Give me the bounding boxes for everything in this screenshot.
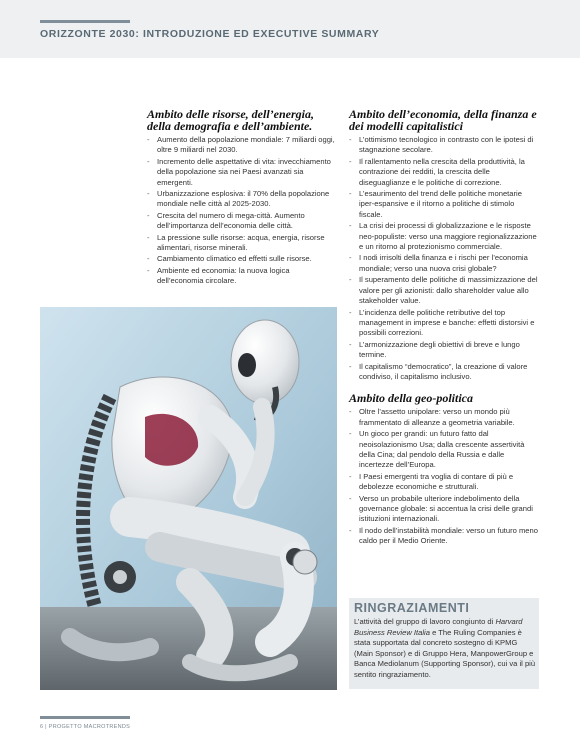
list-item: - Ambiente ed economia: la nuova logica dell’economia circolare. xyxy=(147,266,337,287)
list-item: - Crescita del numero di mega-città. Aumento dell’importanza dell’economia delle città. xyxy=(147,211,337,232)
list-item: - L’esaurimento del trend delle politiche monetarie iper-espansive e il ritorno a politiche di stimolo fiscale. xyxy=(349,189,539,220)
acknowledgements-text-start: L’attività del gruppo di lavoro congiunto di xyxy=(354,617,496,626)
left-column xyxy=(147,108,337,288)
page-header-title: ORIZZONTE 2030: INTRODUZIONE ED EXECUTIVE SUMMARY xyxy=(40,28,380,40)
list-item: - I nodi irrisolti della finanza e i rischi per l’economia mondiale; verso una nuova crisi globale? xyxy=(349,253,539,274)
resources-list xyxy=(147,135,337,287)
list-item: - I Paesi emergenti tra voglia di contare di più e debolezze economiche e strutturali. xyxy=(349,472,539,493)
list-item: - L’armonizzazione degli obiettivi di breve e lungo termine. xyxy=(349,340,539,361)
section-title-resources: Ambito delle risorse, dell’energia, della demografia e dell’ambiente. xyxy=(147,107,314,133)
acknowledgements-box xyxy=(349,598,539,689)
list-item: - Verso un probabile ulteriore indebolimento della governance globale: si accentua la crisi delle grandi istituzioni internazionali. xyxy=(349,494,539,525)
list-item: - La pressione sulle risorse: acqua, energia, risorse alimentari, risorse minerali. xyxy=(147,233,337,254)
footer-rule xyxy=(40,716,130,719)
list-item: - L’incidenza delle politiche retributive del top management in imprese e banche: effetti distorsivi e possibili correzioni. xyxy=(349,308,539,339)
section-title-economy: Ambito dell’economia, della finanza e dei modelli capitalistici xyxy=(349,107,537,133)
list-item: - Il capitalismo “democratico”, la creazione di valore condiviso, il capitalismo inclusivo. xyxy=(349,362,539,383)
list-item: - Oltre l’assetto unipolare: verso un mondo più frammentato di alleanze a geometria variabile. xyxy=(349,407,539,428)
list-item: - Cambiamento climatico ed effetti sulle risorse. xyxy=(147,254,337,264)
acknowledgements-text xyxy=(354,617,536,681)
list-item: - Aumento della popolazione mondiale: 7 miliardi oggi, oltre 9 miliardi nel 2030. xyxy=(147,135,337,156)
economy-list xyxy=(349,135,539,382)
list-item: - Il rallentamento nella crescita della produttività, la contrazione dei redditi, la crescita delle diseguaglianze e le politiche di correzione. xyxy=(349,157,539,188)
geopolitics-section xyxy=(349,392,539,546)
list-item: - Urbanizzazione esplosiva: il 70% della popolazione mondiale nelle città al 2025-2030. xyxy=(147,189,337,210)
list-item: - Il superamento delle politiche di massimizzazione del valore per gli azionisti: dallo shareholder value allo stakeholder value. xyxy=(349,275,539,306)
acknowledgements-title: RINGRAZIAMENTI xyxy=(354,601,470,615)
acknowledgements-text-end: e The Ruling Companies è stata supportata dal concreto sostegno di KPMG (Main Sponsor) e di Gruppo Hera, ManpowerGroup e Banca Mediolanum (Supporting Sponsor), cui va il più sentito ringraziamento. xyxy=(354,627,536,679)
list-item: - Un gioco per grandi: un futuro fatto dal neoisolazionismo Usa; dalla crescente assertività della Cina; dal pendolo della Russia e dalle incertezze dell’Europa. xyxy=(349,429,539,471)
list-item: - Il nodo dell’instabilità mondiale: verso un futuro meno caldo per il Medio Oriente. xyxy=(349,526,539,547)
acknowledgements-text-italic: Harvard Business Review Italia xyxy=(354,617,523,637)
header-band xyxy=(0,0,580,58)
list-item: - L’ottimismo tecnologico in contrasto con le ipotesi di stagnazione secolare. xyxy=(349,135,539,156)
list-item: - Incremento delle aspettative di vita: invecchiamento della popolazione sia nei Paesi avanzati sia emergenti. xyxy=(147,157,337,188)
thinking-robot-image xyxy=(40,307,337,690)
section-title-geopolitics: Ambito della geo-politica xyxy=(349,391,473,406)
right-column xyxy=(349,108,539,548)
header-rule xyxy=(40,20,130,23)
page-footer: 6 | PROGETTO MACROTRENDS xyxy=(40,724,131,730)
list-item: - La crisi dei processi di globalizzazione e le risposte neo-populiste: verso una maggiore regionalizzazione e un ritorno al protezionismo commerciale. xyxy=(349,221,539,252)
geopolitics-list xyxy=(349,407,539,546)
